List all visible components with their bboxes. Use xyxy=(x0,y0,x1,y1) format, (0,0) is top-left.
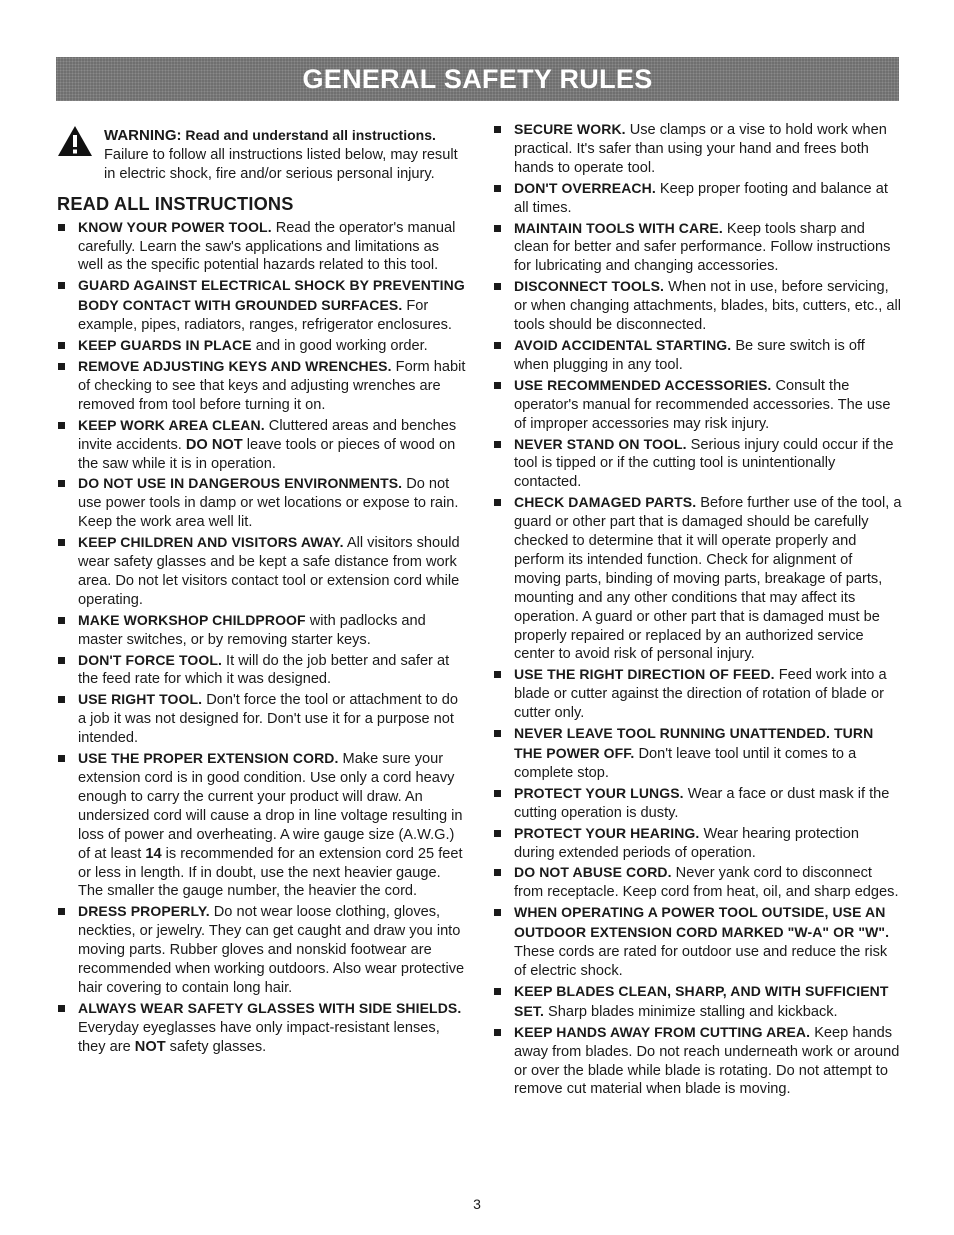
rule-lead: KEEP WORK AREA CLEAN. xyxy=(78,416,265,433)
rule-lead: NEVER LEAVE TOOL RUNNING UNATTENDED. TURN THE POWER OFF. xyxy=(514,725,874,761)
rule-text: Sharp blades minimize stalling and kickback. xyxy=(543,1003,838,1020)
rule-item xyxy=(493,376,903,434)
bullet-icon xyxy=(58,539,65,546)
bullet-icon xyxy=(58,696,65,703)
rule-text: For example, pipes, radiators, ranges, refrigerator enclosures. xyxy=(78,298,452,334)
rule-text: and in good working order. xyxy=(251,338,428,355)
rule-item xyxy=(493,219,903,277)
bullet-icon xyxy=(494,382,501,389)
rule-item xyxy=(57,533,467,610)
rule-text: Keep hands away from blades. Do not reach underneath work or around or over the blade while blade is rotating. Do not attempt to remove cut material when blade is moving. xyxy=(514,1024,900,1098)
rule-text: with padlocks and master switches, or by removing starter keys. xyxy=(78,612,426,648)
rule-lead: DON'T FORCE TOOL. xyxy=(78,651,222,668)
warning-strong: Read and understand all instructions. xyxy=(181,127,436,143)
rule-item xyxy=(57,749,467,901)
rule-text: When not in use, before servicing, or when changing attachments, blades, bits, cutters, etc., all tools should be disconnected. xyxy=(514,279,901,334)
rule-lead: KEEP BLADES CLEAN, SHARP, AND WITH SUFFICIENT SET. xyxy=(514,982,889,1019)
rule-item xyxy=(57,902,467,998)
rule-item xyxy=(57,416,467,474)
rule-item xyxy=(57,218,467,276)
rule-item xyxy=(493,1023,903,1100)
rule-emphasis: DO NOT xyxy=(185,436,243,453)
rule-text: Before further use of the tool, a guard or other part that is damaged should be carefully checked to determine that it will operate properly and perform its intended function. Check for alignment of moving parts, binding of moving parts, breakage of parts, mounting and any other conditions that may affect its operation. A guard or other part that is damaged must be properly repaired or replaced by an authorized service center to avoid risk of personal injury. xyxy=(514,495,902,663)
rule-text: Do not use power tools in damp or wet locations or expose to rain. Keep the work area well lit. xyxy=(78,476,459,531)
rule-lead: ALWAYS WEAR SAFETY GLASSES WITH SIDE SHIELDS. xyxy=(78,999,462,1016)
bullet-icon xyxy=(58,755,65,762)
rule-emphasis: NOT xyxy=(134,1038,166,1055)
rule-lead: NEVER STAND ON TOOL. xyxy=(514,435,687,452)
rule-text: Wear a face or dust mask if the cutting operation is dusty. xyxy=(514,785,890,821)
rule-lead: KEEP HANDS AWAY FROM CUTTING AREA. xyxy=(514,1023,811,1040)
bullet-icon xyxy=(494,730,501,737)
rule-text-cont: safety glasses. xyxy=(165,1038,267,1055)
rule-lead: USE THE PROPER EXTENSION CORD. xyxy=(78,750,339,767)
warning-block xyxy=(57,126,467,184)
rule-text: Keep proper footing and balance at all times. xyxy=(514,180,888,216)
bullet-icon xyxy=(58,1005,65,1012)
bullet-icon xyxy=(494,1029,501,1036)
rule-lead: USE RECOMMENDED ACCESSORIES. xyxy=(514,376,772,393)
rule-text: Keep tools sharp and clean for better and safer performance. Follow instructions for lubricating and changing accessories. xyxy=(514,220,891,275)
rule-text: It will do the job better and safer at the feed rate for which it was designed. xyxy=(78,652,450,688)
rule-item xyxy=(493,120,903,178)
rule-item xyxy=(57,690,467,748)
bullet-icon xyxy=(494,909,501,916)
rule-item xyxy=(493,179,903,218)
rule-item xyxy=(493,435,903,493)
bullet-icon xyxy=(58,908,65,915)
bullet-icon xyxy=(58,363,65,370)
page-number: 3 xyxy=(473,1196,481,1212)
bullet-icon xyxy=(494,342,501,349)
rule-item xyxy=(493,277,903,335)
bullet-icon xyxy=(58,657,65,664)
rule-lead: USE RIGHT TOOL. xyxy=(78,691,203,708)
section-heading: READ ALL INSTRUCTIONS xyxy=(57,193,294,214)
rule-lead: DO NOT USE IN DANGEROUS ENVIRONMENTS. xyxy=(78,475,403,492)
rule-lead: CHECK DAMAGED PARTS. xyxy=(514,494,697,511)
right-column xyxy=(493,120,903,1100)
rule-lead: SECURE WORK. xyxy=(514,121,626,137)
rule-item xyxy=(57,999,467,1057)
rule-item xyxy=(493,903,903,981)
bullet-icon xyxy=(58,224,65,231)
rule-text-cont: is recommended for an extension cord 25 feet or less in length. If in doubt, use the next heavier gauge. The smaller the gauge number, the heavier the cord. xyxy=(78,845,463,900)
rule-item xyxy=(57,336,467,356)
rule-text: Never yank cord to disconnect from receptacle. Keep cord from heat, oil, and sharp edges. xyxy=(514,865,899,901)
rule-item xyxy=(57,611,467,650)
rule-lead: DISCONNECT TOOLS. xyxy=(514,278,665,295)
bullet-icon xyxy=(494,790,501,797)
bullet-icon xyxy=(58,342,65,349)
rule-text-cont: leave tools or pieces of wood on the saw while it is in operation. xyxy=(78,436,456,472)
bullet-icon xyxy=(494,830,501,837)
rule-item xyxy=(493,982,903,1022)
warning-triangle-icon xyxy=(57,125,93,157)
bullet-icon xyxy=(494,499,501,506)
bullet-icon xyxy=(58,422,65,429)
rule-item xyxy=(493,784,903,823)
rule-text: All visitors should wear safety glasses and be kept a safe distance from work area. Do not let visitors contact tool or extension cord while operating. xyxy=(78,535,460,608)
rule-text: Wear hearing protection during extended periods of operation. xyxy=(514,825,859,861)
rule-emphasis: 14 xyxy=(145,845,162,862)
rule-lead: KNOW YOUR POWER TOOL. xyxy=(78,218,272,235)
rule-lead: REMOVE ADJUSTING KEYS AND WRENCHES. xyxy=(78,357,392,374)
rule-text: Feed work into a blade or cutter against the direction of rotation of blade or cutter only. xyxy=(514,667,887,722)
rule-lead: WHEN OPERATING A POWER TOOL OUTSIDE, USE AN OUTDOOR EXTENSION CORD MARKED "W-A" OR "W". xyxy=(514,904,890,941)
rule-text: Read the operator's manual carefully. Learn the saw's applications and limitations as well as the specific potential hazards related to this tool. xyxy=(78,219,456,274)
rule-lead: DO NOT ABUSE CORD. xyxy=(514,864,672,881)
rule-lead: KEEP CHILDREN AND VISITORS AWAY. xyxy=(78,534,344,551)
rule-lead: PROTECT YOUR LUNGS. xyxy=(514,784,684,801)
bullet-icon xyxy=(494,225,501,232)
warning-label: WARNING: xyxy=(104,127,182,144)
bullet-icon xyxy=(58,617,65,624)
warning-text: Failure to follow all instructions listed below, may result in electric shock, fire and/or serious personal injury. xyxy=(104,146,458,182)
rule-item xyxy=(493,724,903,783)
rule-item xyxy=(493,863,903,902)
left-rules-list xyxy=(57,218,467,1057)
rule-lead: DRESS PROPERLY. xyxy=(78,903,210,920)
right-rules-list xyxy=(493,120,903,1099)
rule-lead: KEEP GUARDS IN PLACE xyxy=(78,337,252,354)
rule-text: Serious injury could occur if the tool is tipped or if the cutting tool is unintentionally contacted. xyxy=(514,436,894,491)
rule-text: Don't force the tool or attachment to do a job it was not designed for. Don't use it for a purpose not intended. xyxy=(78,692,459,747)
rule-lead: USE THE RIGHT DIRECTION OF FEED. xyxy=(514,666,775,683)
rule-text: Everyday eyeglasses have only impact-resistant lenses, they are xyxy=(78,1019,440,1055)
bullet-icon xyxy=(494,283,501,290)
rule-item xyxy=(57,357,467,415)
bullet-icon xyxy=(494,185,501,192)
title-banner xyxy=(56,57,899,101)
page-title: GENERAL SAFETY RULES xyxy=(302,63,653,94)
rule-text: These cords are rated for outdoor use and reduce the risk of electric shock. xyxy=(514,944,888,979)
bullet-icon xyxy=(494,441,501,448)
rule-item xyxy=(493,493,903,664)
rule-item xyxy=(493,824,903,863)
rule-text: Cluttered areas and benches invite accidents. xyxy=(78,417,457,453)
rule-lead: DON'T OVERREACH. xyxy=(514,179,656,196)
rule-item xyxy=(493,336,903,375)
rule-lead: PROTECT YOUR HEARING. xyxy=(514,824,700,841)
rule-item xyxy=(57,474,467,532)
bullet-icon xyxy=(58,480,65,487)
rule-text: Do not wear loose clothing, gloves, neckties, or jewelry. They can get caught and draw you into moving parts. Rubber gloves and nonskid footwear are recommended when working outdoors. Also wear protective hair covering to contain long hair. xyxy=(78,904,465,996)
rule-text: Use clamps or a vise to hold work when practical. It's safer than using your hand and frees both hands to operate tool. xyxy=(514,122,887,176)
rule-text: Don't leave tool until it comes to a complete stop. xyxy=(514,746,857,781)
rule-item xyxy=(493,665,903,723)
bullet-icon xyxy=(494,671,501,678)
rule-text: Form habit of checking to see that keys and adjusting wrenches are removed from tool before turning it on. xyxy=(78,358,466,413)
rule-item xyxy=(57,276,467,335)
rule-item xyxy=(57,651,467,690)
bullet-icon xyxy=(58,282,65,289)
bullet-icon xyxy=(494,988,501,995)
rule-lead: MAINTAIN TOOLS WITH CARE. xyxy=(514,219,723,236)
rule-text: Make sure your extension cord is in good condition. Use only a cord heavy enough to carry the current your product will draw. An undersized cord will cause a drop in line voltage resulting in loss of power and overheating. A wire gauge size (A.W.G.) of at least xyxy=(78,751,463,862)
rule-lead: MAKE WORKSHOP CHILDPROOF xyxy=(78,611,306,628)
bullet-icon xyxy=(494,869,501,876)
left-column xyxy=(57,120,467,1058)
rule-text: Be sure switch is off when plugging in any tool. xyxy=(514,337,865,373)
rule-lead: GUARD AGAINST ELECTRICAL SHOCK BY PREVENTING BODY CONTACT WITH GROUNDED SURFACES. xyxy=(78,277,465,314)
bullet-icon xyxy=(494,126,501,133)
rule-lead: AVOID ACCIDENTAL STARTING. xyxy=(514,336,732,353)
rule-text: Consult the operator's manual for recommended accessories. The use of improper accessories may risk injury. xyxy=(514,377,891,432)
